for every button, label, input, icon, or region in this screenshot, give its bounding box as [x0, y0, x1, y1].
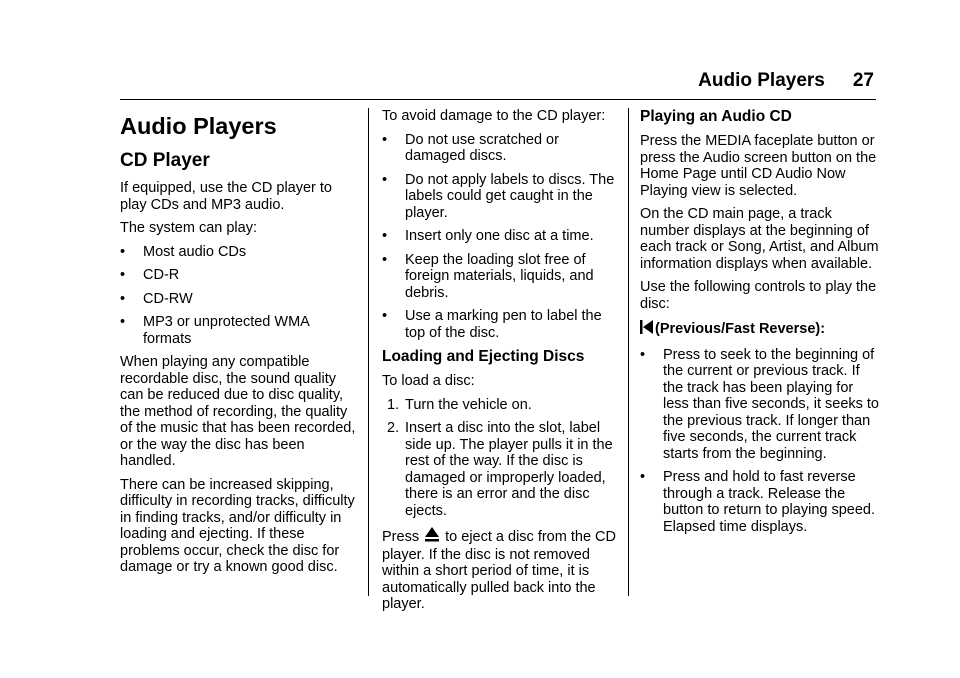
eject-icon — [424, 526, 440, 547]
step-text: Turn the vehicle on. — [405, 396, 532, 413]
list-item: • Most audio CDs — [120, 244, 360, 261]
running-head: Audio Players — [698, 70, 825, 91]
list-item: • Press and hold to fast reverse through a track. Release the button to return to playing speed. Elapsed time displays. — [640, 469, 880, 535]
list-item: • Do not use scratched or damaged discs. — [382, 132, 622, 165]
step-list — [382, 397, 622, 520]
column-right — [640, 108, 880, 542]
paragraph: When playing any compatible recordable disc, the sound quality can be reduced due to disc quality, the method of recording, the quality of the music that has been recorded, or the way the disc has been handled. — [120, 354, 356, 469]
list-item: • Insert only one disc at a time. — [382, 228, 622, 245]
list-item: • Keep the loading slot free of foreign materials, liquids, and debris. — [382, 252, 622, 302]
list-item: • MP3 or unprotected WMA formats — [120, 314, 360, 347]
step-item — [382, 420, 622, 519]
chapter-title: Audio Players — [120, 113, 277, 139]
subsection-title: Playing an Audio CD — [640, 108, 792, 125]
list-item: • CD-R — [120, 267, 360, 284]
paragraph: The system can play: — [120, 220, 257, 236]
list-item: • Press to seek to the beginning of the current or previous track. If the track has been playing for less than five seconds, it seeks to the previous track. If longer than five seconds, the current track starts from the beginning. — [640, 347, 880, 463]
paragraph: There can be increased skipping, difficulty in recording tracks, difficulty in finding tracks, and/or difficulty in loading and ejecting. If these problems occur, check the disc for damage or try a known good disc. — [120, 476, 355, 575]
bullet-list — [120, 244, 360, 348]
subsection-title: Loading and Ejecting Discs — [382, 348, 585, 365]
column-divider — [628, 108, 629, 596]
paragraph: To load a disc: — [382, 373, 475, 389]
column-divider — [368, 108, 369, 596]
step-number: 2. — [387, 420, 400, 436]
paragraph: Press the MEDIA faceplate button or press the Audio screen button on the Home Page until CD Audio Now Playing view is selected. — [640, 133, 877, 199]
section-title: CD Player — [120, 150, 210, 171]
list-item: • Use a marking pen to label the top of the disc. — [382, 308, 622, 341]
control-label: (Previous/Fast Reverse): — [655, 321, 826, 337]
page-number: 27 — [852, 70, 874, 91]
paragraph: If equipped, use the CD player to play CDs and MP3 audio. — [120, 180, 332, 213]
bullet-list — [382, 132, 622, 342]
step-item — [382, 397, 622, 414]
paragraph: Use the following controls to play the disc: — [640, 279, 877, 312]
step-text: Insert a disc into the slot, label side up. The player pulls it in the rest of the way. If the disc is damaged or improperly loaded, there is an error and the disc ejects. — [405, 420, 613, 519]
bullet-list — [640, 347, 880, 536]
text-run: to eject a disc from the CD player. If the disc is not removed within a short period of time, it is automatically pulled back into the player. — [382, 529, 616, 612]
list-item: • Do not apply labels to discs. The labels could get caught in the player. — [382, 172, 622, 222]
column-left — [120, 108, 360, 583]
paragraph: To avoid damage to the CD player: — [382, 108, 606, 124]
page-header — [698, 70, 874, 92]
previous-track-icon — [640, 319, 654, 340]
paragraph — [382, 526, 622, 613]
control-heading — [640, 319, 880, 340]
paragraph: On the CD main page, a track number displays at the beginning of each track or Song, Artist, and Album information displays when available. — [640, 206, 879, 272]
header-rule — [120, 99, 876, 100]
step-number: 1. — [387, 396, 400, 413]
list-item: • CD-RW — [120, 291, 360, 308]
text-run: Press — [382, 529, 420, 545]
column-middle — [382, 108, 622, 620]
